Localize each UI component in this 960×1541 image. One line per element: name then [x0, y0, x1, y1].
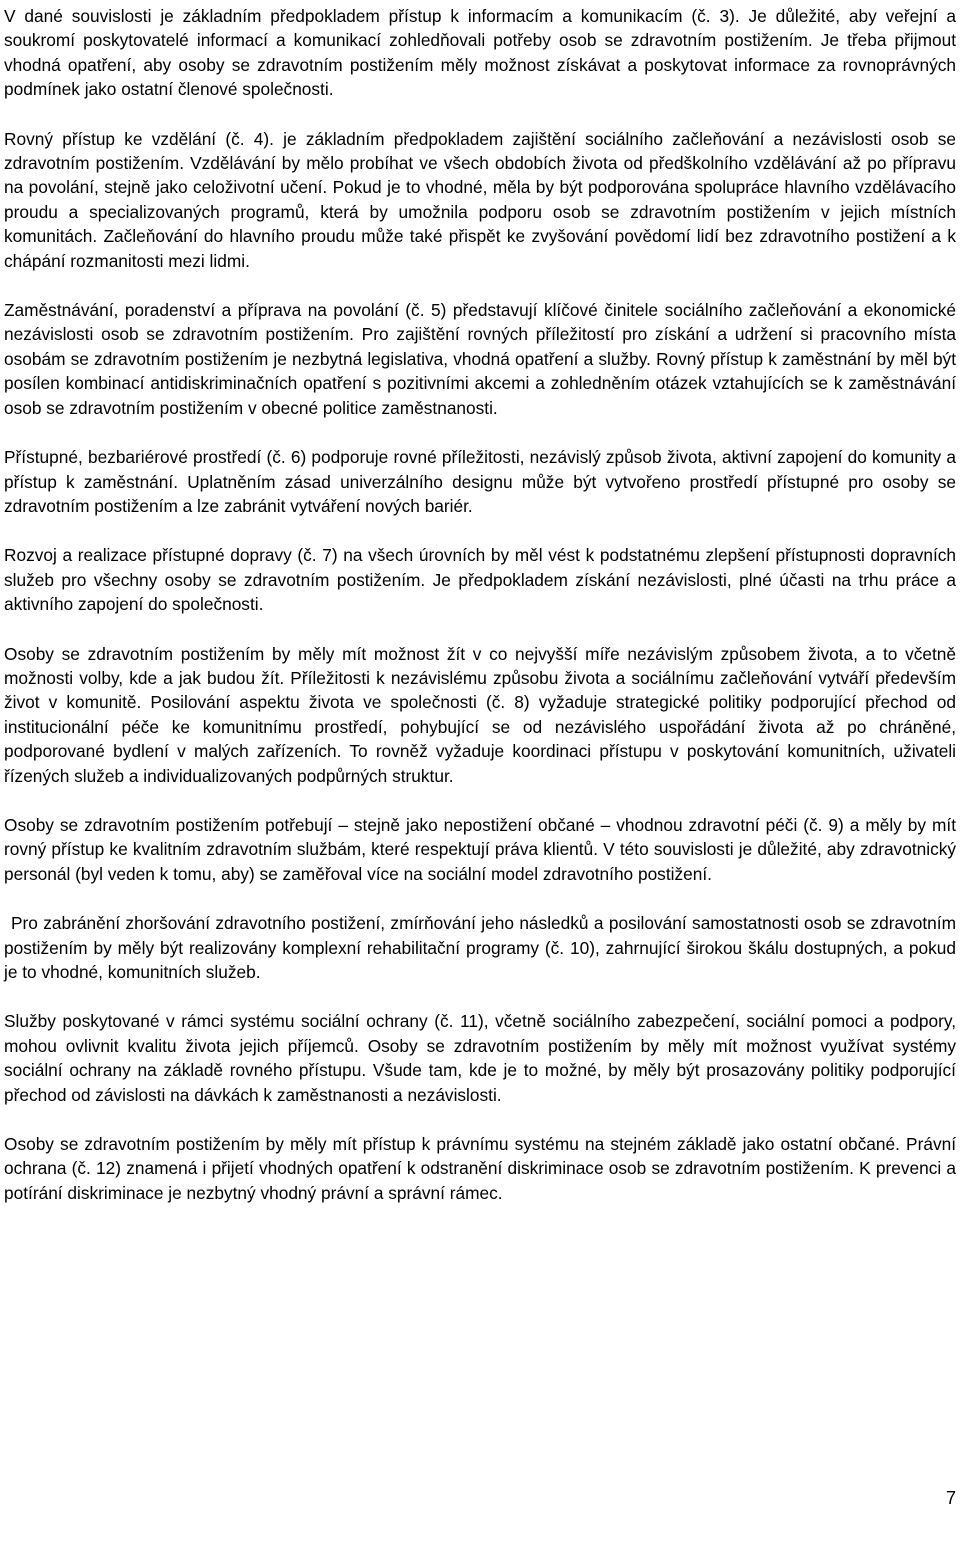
paragraph-employment: Zaměstnávání, poradenství a příprava na povolání (č. 5) představují klíčové činitele sociálního začleňování a ekonomické nezávislosti osob se zdravotním postižením. Pro zajištění rovných příležitostí pro získání a udržení si pracovního místa osobám se zdravotním postižením je nezbytná legislativa, vhodná opatření a služby. Rovný přístup k zaměstnání by měl být posílen kombinací antidiskriminačních opatření s pozitivními akcemi a zohledněním otázek vztahujících se k zaměstnávání osob se zdravotním postižením v obecné politice zaměstnanosti. [4, 300, 956, 418]
paragraph-information-access: V dané souvislosti je základním předpokladem přístup k informacím a komunikacím (č. 3). Je důležité, aby veřejní a soukromí poskytovatelé informací a komunikací zohledňovali potřeby osob se zdravotním postižením. Je třeba přijmout vhodná opatření, aby osoby se zdravotním postižením měly možnost získávat a poskytovat informace za rovnoprávných podmínek jako ostatní členové společnosti. [4, 6, 956, 100]
document-page [4, 4, 956, 1230]
paragraph-education: Rovný přístup ke vzdělání (č. 4). je základním předpokladem zajištění sociálního začleňování a nezávislosti osob se zdravotním postižením. Vzdělávání by mělo probíhat ve všech obdobích života od předškolního vzdělávání až po přípravu na povolání, stejně jako celoživotní učení. Pokud je to vhodné, měla by být podporována spolupráce hlavního vzdělávacího proudu a specializovaných programů, která by umožnila podporu osob se zdravotním postižením v jejich místních komunitách. Začleňování do hlavního proudu může také přispět ke zvyšování povědomí lidí bez zdravotního postižení a k chápání rozmanitosti mezi lidmi. [4, 128, 956, 271]
paragraph-accessible-environment: Přístupné, bezbariérové prostředí (č. 6) podporuje rovné příležitosti, nezávislý způsob života, aktivní zapojení do komunity a přístup k zaměstnání. Uplatněním zásad univerzálního designu může být vytvořeno prostředí přístupné pro osoby se zdravotním postižením a lze zabránit vytváření nových bariér. [4, 447, 956, 516]
paragraph-community-living: Osoby se zdravotním postižením by měly mít možnost žít v co nejvyšší míře nezávislým způsobem života, a to včetně možnosti volby, kde a jak budou žít. Příležitosti k nezávislému způsobu života a sociálnímu začleňování vytváří především život v komunitě. Posilování aspektu života ve společnosti (č. 8) vyžaduje strategické politiky podporující přechod od institucionální péče ke komunitnímu prostředí, pohybující se od nezávislého uspořádání života až po chráněné, podporované bydlení v malých zařízeních. To rovněž vyžaduje koordinaci přístupu v poskytování komunitních, uživateli řízených služeb a individualizovaných podpůrných struktur. [4, 643, 956, 786]
paragraph-rehabilitation: Pro zabránění zhoršování zdravotního postižení, zmírňování jeho následků a posilování samostatnosti osob se zdravotním postižením by měly být realizovány komplexní rehabilitační programy (č. 10), zahrnující širokou škálu dostupných, a pokud je to vhodné, komunitních služeb. [4, 913, 956, 982]
paragraph-transport: Rozvoj a realizace přístupné dopravy (č. 7) na všech úrovních by měl vést k podstatnému zlepšení přístupnosti dopravních služeb pro všechny osoby se zdravotním postižením. Je předpokladem získání nezávislosti, plné účasti na trhu práce a aktivního zapojení do společnosti. [4, 545, 956, 615]
page-number: 7 [945, 1488, 956, 1508]
paragraph-social-protection: Služby poskytované v rámci systému sociální ochrany (č. 11), včetně sociálního zabezpečení, sociální pomoci a podpory, mohou ovlivnit kvalitu života jejich příjemců. Osoby se zdravotním postižením by měly mít možnost využívat systémy sociální ochrany na základě rovného přístupu. Všude tam, kde je to možné, by měly být prosazovány politiky podporující přechod od závislosti na dávkách k zaměstnanosti a nezávislosti. [4, 1011, 956, 1105]
paragraph-health-care: Osoby se zdravotním postižením potřebují – stejně jako nepostižení občané – vhodnou zdravotní péči (č. 9) a měly by mít rovný přístup ke kvalitním zdravotním službám, které respektují práva klientů. V této souvislosti je důležité, aby zdravotnický personál (byl veden k tomu, aby) se zaměřoval více na sociální model zdravotního postižení. [4, 814, 956, 884]
paragraph-legal-protection: Osoby se zdravotním postižením by měly mít přístup k právnímu systému na stejném základě jako ostatní občané. Právní ochrana (č. 12) znamená i přijetí vhodných opatření k odstranění diskriminace osob se zdravotním postižením. K prevenci a potírání diskriminace je nezbytný vhodný právní a správní rámec. [4, 1134, 956, 1203]
